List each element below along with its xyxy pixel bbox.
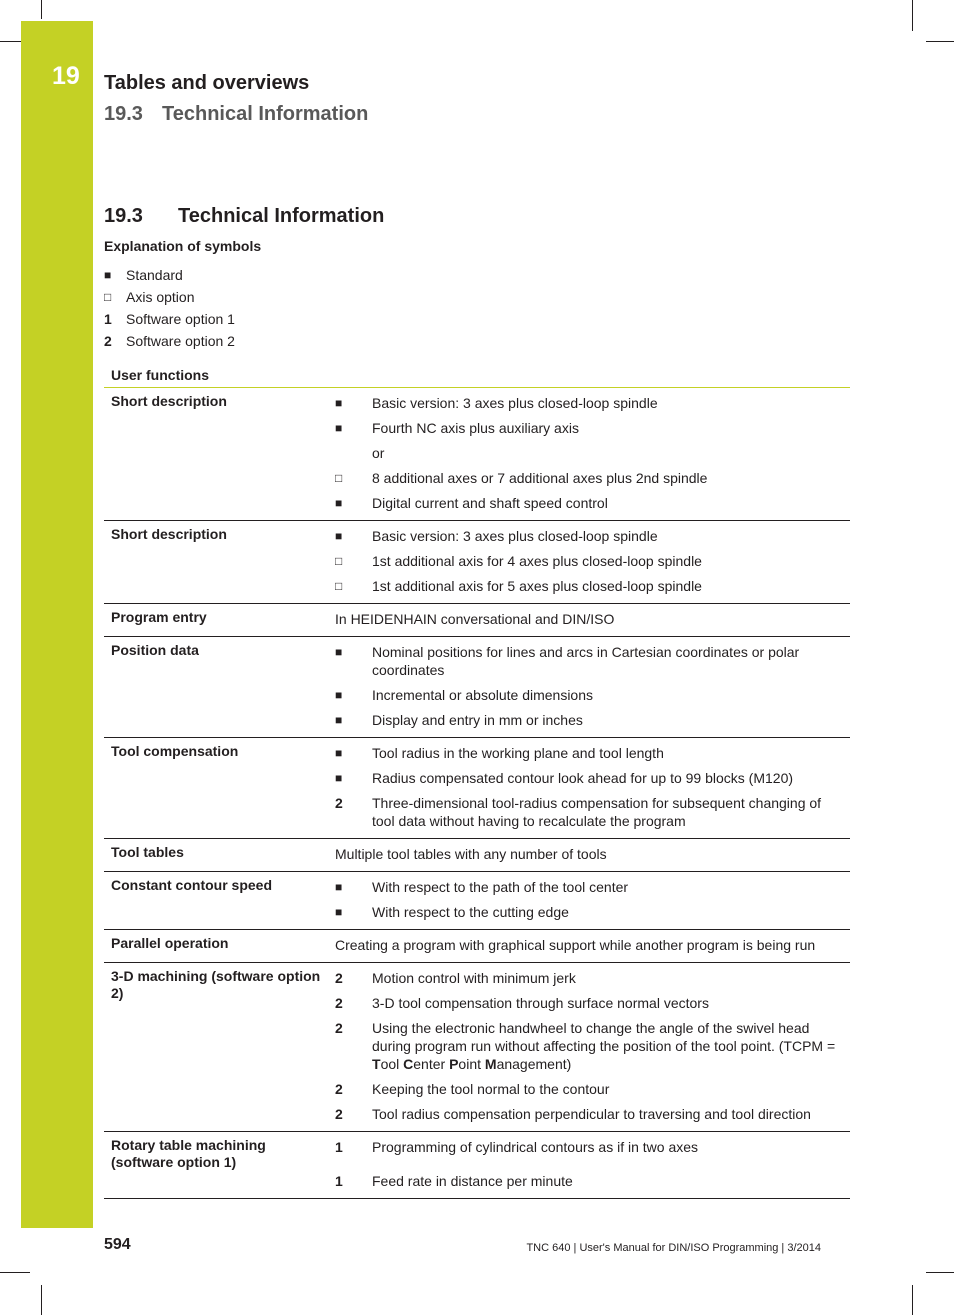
row-label: Constant contour speed: [111, 877, 273, 893]
bullet-icon: ■: [335, 396, 343, 410]
crop-mark: [0, 1272, 30, 1273]
list-item: [328, 1135, 850, 1160]
page-number: 594: [104, 1236, 131, 1253]
table-row: [104, 388, 850, 521]
legend-item: [104, 330, 235, 352]
table-row: [104, 738, 850, 839]
list-item: [328, 683, 850, 708]
item-text: [372, 744, 850, 762]
row-label: Short description: [111, 393, 227, 409]
row-label: Tool compensation: [111, 743, 239, 759]
section-heading: [104, 205, 384, 228]
row-label: 3-D machining (software option 2): [111, 968, 321, 1001]
chapter-title: Tables and overviews: [104, 72, 310, 94]
tcpm-rest: enter: [413, 1056, 450, 1072]
item-text-main: Tool radius in the working plane and tool length: [372, 745, 664, 761]
row-label: Position data: [111, 642, 199, 658]
table-body: [104, 388, 850, 1199]
item-text: [372, 994, 850, 1012]
item-text-main: Digital current and shaft speed control: [372, 495, 608, 511]
table-row: [104, 637, 850, 738]
list-item: [328, 391, 850, 416]
crop-mark: [912, 0, 913, 31]
list-item: [328, 708, 850, 733]
item-text-main: Nominal positions for lines and arcs in Cartesian coordinates or polar coordinates: [372, 644, 800, 678]
item-text: [372, 1138, 850, 1156]
tcpm-rest: anagement): [496, 1056, 572, 1072]
option-number: 1: [104, 311, 112, 327]
item-text-main: With respect to the cutting edge: [372, 904, 569, 920]
list-item: [328, 524, 850, 549]
item-text-main: Programming of cylindrical contours as if in two axes: [372, 1139, 699, 1155]
item-text: [372, 686, 850, 704]
bullet-icon: ■: [335, 688, 343, 702]
bullet-icon: ■: [335, 880, 343, 894]
row-label: Rotary table machining (software option 1): [111, 1137, 266, 1170]
item-text: [372, 552, 850, 570]
row-content: [328, 604, 850, 636]
item-text-main: Fourth NC axis plus auxiliary axis: [372, 420, 579, 436]
item-text-main: 3-D tool compensation through surface normal vectors: [372, 995, 709, 1011]
row-label: Tool tables: [111, 844, 184, 860]
bullet-icon: □: [335, 471, 343, 485]
row-content: [328, 872, 850, 929]
crop-mark: [926, 41, 954, 42]
item-text: [372, 794, 850, 830]
item-text: [372, 419, 850, 437]
crop-mark: [926, 1272, 954, 1273]
item-text-main: Using the electronic handwheel to change the angle of the swivel head during program run without affecting the position of the tool point. (TCPM =: [372, 1020, 836, 1054]
item-text-main: 8 additional axes or 7 additional axes plus 2nd spindle: [372, 470, 708, 486]
item-text-main: Feed rate in distance per minute: [372, 1173, 573, 1189]
table-row: [104, 1132, 850, 1199]
row-text: Creating a program with graphical support while another program is being run: [335, 937, 816, 953]
item-text-main: 1st additional axis for 4 axes plus closed-loop spindle: [372, 553, 702, 569]
list-item: [328, 900, 850, 925]
table-row: [104, 839, 850, 872]
spacer: [328, 1160, 850, 1169]
item-text: [372, 1019, 850, 1073]
option-number: 2: [335, 795, 343, 811]
row-label: Parallel operation: [111, 935, 229, 951]
crop-mark: [0, 41, 21, 42]
tcpm-rest: oint: [458, 1056, 485, 1072]
option-number: 2: [335, 970, 343, 986]
running-header-number: 19.3: [104, 103, 143, 125]
tcpm-rest: ool: [380, 1056, 404, 1072]
item-text-main: Display and entry in mm or inches: [372, 712, 583, 728]
chapter-tab: [21, 21, 93, 1228]
row-content: [328, 839, 850, 871]
crop-mark: [41, 0, 42, 19]
list-item: [328, 640, 850, 683]
legend-label: Software option 1: [126, 311, 235, 327]
item-text: [372, 969, 850, 987]
item-text-main: 1st additional axis for 5 axes plus closed-loop spindle: [372, 578, 702, 594]
bullet-icon: ■: [335, 421, 343, 435]
list-item: [328, 1077, 850, 1102]
tcpm-initial: M: [484, 1056, 497, 1072]
table-row: [104, 930, 850, 963]
list-item: [328, 766, 850, 791]
row-content: [328, 388, 850, 520]
option-number: 2: [335, 1106, 343, 1122]
item-text-main: Basic version: 3 axes plus closed-loop spindle: [372, 395, 658, 411]
bullet-icon: ■: [335, 771, 343, 785]
list-item: [328, 1016, 850, 1077]
row-content: [328, 521, 850, 603]
legend-label: Axis option: [126, 289, 195, 305]
crop-mark: [912, 1285, 913, 1315]
item-text-main: Tool radius compensation perpendicular to traversing and tool direction: [372, 1106, 811, 1122]
footer-text: TNC 640 | User's Manual for DIN/ISO Programming | 3/2014: [526, 1242, 821, 1254]
item-text-main: With respect to the path of the tool center: [372, 879, 629, 895]
bullet-icon: ■: [104, 268, 112, 282]
item-text-main: Motion control with minimum jerk: [372, 970, 576, 986]
bullet-icon: □: [335, 579, 343, 593]
legend-item: [104, 264, 235, 286]
section-title: Technical Information: [178, 205, 385, 227]
legend-item: [104, 308, 235, 330]
option-number: 2: [335, 995, 343, 1011]
bullet-icon: ■: [335, 713, 343, 727]
row-label: Program entry: [111, 609, 207, 625]
item-text-main: Radius compensated contour look ahead for up to 99 blocks (M120): [372, 770, 794, 786]
running-header: [104, 103, 368, 126]
table-row: [104, 604, 850, 637]
table-header: User functions: [104, 362, 850, 388]
list-item: [328, 574, 850, 599]
list-item: [328, 991, 850, 1016]
item-text: [372, 394, 850, 412]
row-content: [328, 637, 850, 737]
option-number: 1: [335, 1173, 343, 1189]
tcpm-initial: C: [403, 1056, 414, 1072]
item-text: [372, 711, 850, 729]
crop-mark: [41, 1285, 42, 1315]
list-item: [328, 966, 850, 991]
bullet-icon: ■: [335, 746, 343, 760]
table-row: [104, 963, 850, 1132]
option-number: 1: [335, 1139, 343, 1155]
symbol-legend: [104, 264, 235, 352]
row-text: Multiple tool tables with any number of tools: [335, 846, 607, 862]
list-item: [328, 491, 850, 516]
item-text: [372, 494, 850, 512]
list-item: [328, 1169, 850, 1194]
item-text: [372, 527, 850, 545]
row-content: [328, 1132, 850, 1198]
bullet-icon: ■: [335, 496, 343, 510]
item-text: [372, 903, 850, 921]
row-label: Short description: [111, 526, 227, 542]
list-item: [328, 875, 850, 900]
chapter-number: 19: [52, 62, 80, 90]
row-content: [328, 738, 850, 838]
legend-title: Explanation of symbols: [104, 238, 262, 254]
item-text: [372, 643, 850, 679]
or-separator: or: [372, 445, 385, 461]
bullet-icon: ■: [335, 645, 343, 659]
item-text-main: Three-dimensional tool-radius compensation for subsequent changing of tool data without having to recalculate the program: [372, 795, 822, 829]
bullet-icon: □: [335, 554, 343, 568]
row-content: [328, 963, 850, 1131]
table-row: [104, 521, 850, 604]
item-text: [372, 769, 850, 787]
list-item: [328, 466, 850, 491]
row-content: [328, 930, 850, 962]
tcpm-initial: P: [449, 1056, 459, 1072]
bullet-icon: ■: [335, 529, 343, 543]
bullet-icon: □: [104, 290, 112, 304]
item-text-main: Basic version: 3 axes plus closed-loop spindle: [372, 528, 658, 544]
row-text: In HEIDENHAIN conversational and DIN/ISO: [335, 611, 615, 627]
running-header-title: Technical Information: [162, 103, 369, 125]
list-item: [328, 549, 850, 574]
item-text-main: Incremental or absolute dimensions: [372, 687, 594, 703]
bullet-icon: ■: [335, 905, 343, 919]
list-item: [328, 791, 850, 834]
item-text: [372, 469, 850, 487]
tcpm-initial: T: [372, 1056, 381, 1072]
list-item: [328, 416, 850, 441]
option-number: 2: [104, 333, 112, 349]
list-item: [328, 1102, 850, 1127]
item-text-main: Keeping the tool normal to the contour: [372, 1081, 610, 1097]
legend-label: Standard: [126, 267, 183, 283]
item-text: [372, 577, 850, 595]
item-text: [372, 1080, 850, 1098]
legend-label: Software option 2: [126, 333, 235, 349]
option-number: 2: [335, 1020, 343, 1036]
item-text: [372, 1172, 850, 1190]
item-text: [372, 878, 850, 896]
option-number: 2: [335, 1081, 343, 1097]
section-number: 19.3: [104, 205, 143, 227]
item-text: [372, 1105, 850, 1123]
user-functions-table: [104, 362, 850, 1199]
legend-item: [104, 286, 235, 308]
list-item: [328, 741, 850, 766]
table-row: [104, 872, 850, 930]
